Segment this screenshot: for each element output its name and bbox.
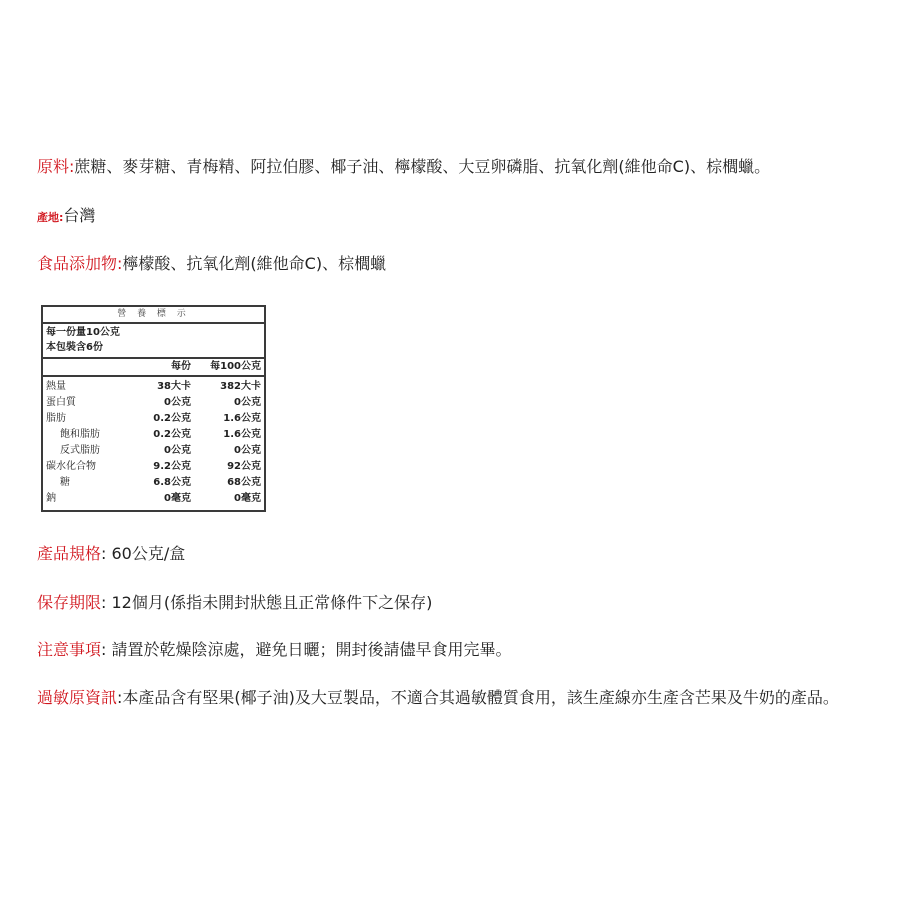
- shelf-life-text: : 12個月(係指未開封狀態且正常條件下之保存): [101, 593, 433, 612]
- nutrient-name: 飽和脂肪: [60, 429, 100, 440]
- allergen-label: 過敏原資訊: [37, 688, 118, 707]
- nutrient-name: 糖: [60, 477, 70, 488]
- ingredients-text: 蔗糖、麥芽糖、青梅精、阿拉伯膠、椰子油、檸檬酸、大豆卵磷脂、抗氧化劑(維他命C)、棕櫚蠟。: [74, 157, 771, 176]
- nutrient-per-serving: 0.2公克: [153, 413, 191, 424]
- nutrition-header-row: [43, 359, 264, 377]
- servings-per-package: 本包裝含6份: [46, 342, 103, 353]
- allergen-text: :本產品含有堅果(椰子油)及大豆製品，不適合其過敏體質食用，該生產線亦生產含芒果及牛奶的產品。: [117, 688, 839, 707]
- notes-label: 注意事項: [37, 640, 102, 659]
- nutrient-per-100g: 0公克: [234, 445, 261, 456]
- nutrition-serving-info: [43, 324, 264, 359]
- ingredients-label: 原料:: [37, 157, 75, 176]
- shelf-life-line: [37, 593, 432, 613]
- nutrition-rows: [43, 377, 264, 507]
- nutrition-row: [43, 443, 264, 459]
- spec-text: : 60公克/盒: [101, 544, 186, 563]
- nutrient-per-serving: 6.8公克: [153, 477, 191, 488]
- col-per-100g: 每100公克: [210, 361, 261, 372]
- additives-label: 食品添加物:: [37, 254, 123, 273]
- nutrient-name: 脂肪: [46, 413, 66, 424]
- nutrient-per-serving: 0毫克: [164, 493, 191, 504]
- nutrition-row: [43, 411, 264, 427]
- nutrient-per-100g: 1.6公克: [223, 413, 261, 424]
- nutrition-row: [43, 491, 264, 507]
- nutrition-row: [43, 395, 264, 411]
- nutrition-row: [43, 475, 264, 491]
- nutrient-per-100g: 0公克: [234, 397, 261, 408]
- nutrient-per-100g: 92公克: [227, 461, 261, 472]
- allergen-line: [37, 688, 839, 708]
- nutrient-name: 反式脂肪: [60, 445, 100, 456]
- notes-text: : 請置於乾燥陰涼處，避免日曬；開封後請儘早食用完畢。: [101, 640, 512, 659]
- shelf-life-label: 保存期限: [37, 593, 102, 612]
- serving-size: 每一份量10公克: [46, 327, 120, 338]
- spec-label: 產品規格: [37, 544, 102, 563]
- nutrition-row: [43, 427, 264, 443]
- additives-line: [37, 254, 386, 274]
- nutrient-per-serving: 0公克: [164, 397, 191, 408]
- nutrition-row: [43, 379, 264, 395]
- nutrient-per-100g: 382大卡: [220, 381, 261, 392]
- additives-text: 檸檬酸、抗氧化劑(維他命C)、棕櫚蠟: [122, 254, 387, 273]
- nutrient-per-serving: 38大卡: [157, 381, 191, 392]
- nutrient-per-100g: 0毫克: [234, 493, 261, 504]
- nutrient-per-serving: 0公克: [164, 445, 191, 456]
- ingredients-line: [37, 157, 770, 177]
- nutrient-name: 蛋白質: [46, 397, 76, 408]
- nutrition-facts-panel: [41, 305, 266, 512]
- nutrient-per-100g: 68公克: [227, 477, 261, 488]
- nutrition-title: 營 養 標 示: [43, 307, 264, 324]
- nutrition-row: [43, 459, 264, 475]
- origin-line: [37, 206, 95, 228]
- nutrient-per-serving: 9.2公克: [153, 461, 191, 472]
- nutrient-name: 碳水化合物: [46, 461, 96, 472]
- spec-line: [37, 544, 185, 564]
- origin-text: 台灣: [63, 206, 96, 225]
- origin-label: 產地:: [37, 211, 64, 224]
- nutrient-name: 鈉: [46, 493, 56, 504]
- nutrient-name: 熱量: [46, 381, 66, 392]
- nutrient-per-serving: 0.2公克: [153, 429, 191, 440]
- notes-line: [37, 640, 512, 660]
- nutrient-per-100g: 1.6公克: [223, 429, 261, 440]
- col-per-serving: 每份: [171, 361, 191, 372]
